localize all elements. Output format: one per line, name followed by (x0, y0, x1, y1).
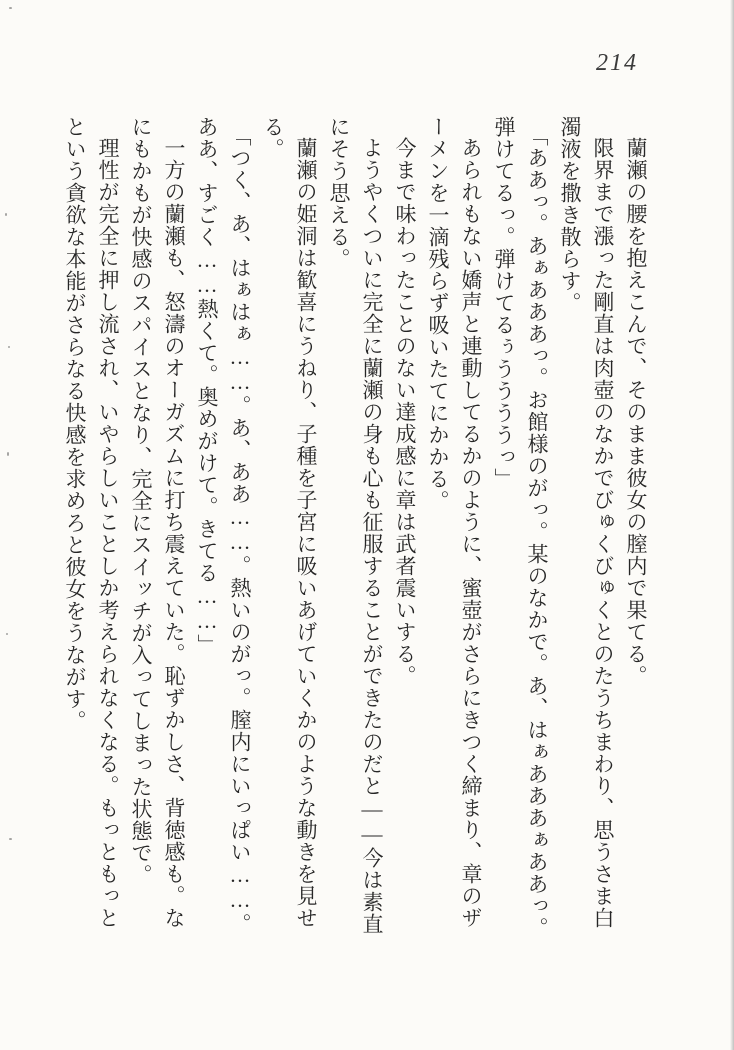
scan-speck (6, 633, 8, 635)
page-number: 214 (596, 50, 638, 76)
paragraph: あられもない嬌声と連動してるかのように、蜜壺がさらにきつく締まり、章のザーメンを一滴残らず吸いたてにかかる。 (426, 116, 483, 929)
scan-speck (5, 213, 7, 216)
scan-speck (7, 452, 9, 456)
scan-edge-shadow (730, 0, 734, 1050)
paragraph: ようやくついに完全に蘭瀬の身も心も征服することができたのだと――今は素直にそう思える。 (327, 116, 384, 935)
paragraph: 今まで味わったことのない達成感に章は武者震いする。 (393, 137, 417, 687)
scan-speck (9, 7, 12, 9)
scan-speck (8, 346, 10, 348)
paragraph: 限界まで漲った剛直は肉壺のなかでびゅくびゅくとのたうちまわり、思うさま白濁液を撒き散らす。 (558, 116, 615, 929)
paragraph: 蘭瀬の腰を抱えこんで、そのまま彼女の膣内で果てる。 (624, 137, 648, 687)
paragraph: 一方の蘭瀬も、怒濤のオーガズムに打ち震えていた。恥ずかしさ、背徳感も。なにもかもが快感のスパイスとなり、完全にスイッチが入ってしまった状態で。 (129, 116, 186, 929)
paragraph: 蘭瀬の姫洞は歓喜にうねり、子種を子宮に吸いあげていくかのような動きを見せる。 (261, 116, 318, 929)
scan-speck (9, 838, 12, 840)
paragraph: 理性が完全に押し流され、いやらしいことしか考えられなくなる。もっともっとという貪欲な本能がさらなる快感を求めろと彼女をうながす。 (63, 116, 120, 929)
paragraph-dialogue: 「つく、あ、はぁはぁ……。あ、ああ……。熱いのがっ。膣内にいっぱい……。ああ、すごく……熱くて。奥めがけて。きてる……」 (195, 116, 252, 936)
text-block (63, 116, 652, 946)
paragraph-dialogue: 「ああっ。あぁあああっ。お館様のがっ。某のなかで。あ、はぁあああぁああっ。弾けてるっ。弾けてるぅううううっ」 (492, 116, 549, 940)
